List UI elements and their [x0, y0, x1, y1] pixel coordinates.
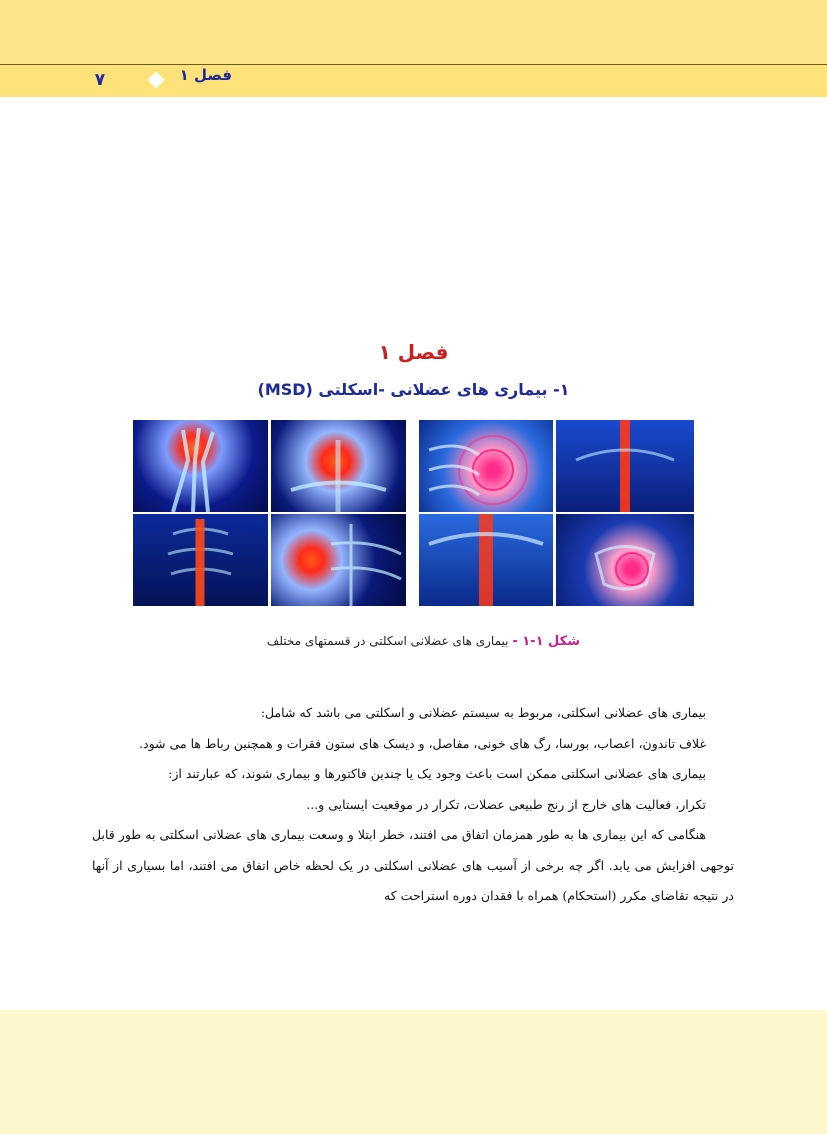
figure-panel-shoulder [271, 514, 406, 606]
section-title: ۱- بیماری های عضلانی -اسکلتی (MSD) [257, 380, 570, 399]
top-color-band [0, 0, 827, 64]
figure-panel-ribcage [419, 420, 553, 512]
bottom-color-band [0, 1010, 827, 1134]
figure-caption-label: شکل ۱-۱ - [512, 634, 580, 649]
paragraph-4: تکرار، فعالیت های خارج از رنج طبیعی عضلات، تکرار در موقعیت ایستایی و... [306, 796, 706, 812]
figure-caption-text: بیماری های عضلانی اسکلتی در قسمتهای مختلف [266, 634, 509, 648]
paragraph-2: غلاف تاندون، اعصاب، بورسا، رگ های خونی، مفاصل، و دیسک های ستون فقرات و همچنین رباط ها می شود. [139, 735, 706, 751]
figure-panel-hip [556, 514, 694, 606]
msd-figure [133, 420, 694, 606]
figure-panel-back [419, 514, 553, 606]
figure-panel-upper-back [556, 420, 694, 512]
figure-caption [200, 634, 580, 649]
figure-panel-spine [133, 514, 268, 606]
paragraph-5: هنگامی که این بیماری ها به طور همزمان اتفاق می افتند، خطر ابتلا و وسعت بیماری های عضلانی اسکلتی به طور قابل توجهی افزایش می یابد. اگر چه برخی از آسیب های عضلانی اسکلتی در یک لحظه خاص اتفاق می افتند، اما بسیاری از آنها در نتیجه تقاضای مکرر (استحکام) همراه با فقدان دوره استراحت که [92, 827, 734, 903]
figure-panel-wrist [133, 420, 268, 512]
paragraph-1: بیماری های عضلانی اسکلتی، مربوط به سیستم عضلانی و اسکلتی می باشد که شامل: [260, 705, 706, 720]
figure-panel-neck [271, 420, 406, 512]
running-header-chapter: فصل ۱ [179, 66, 232, 84]
running-header [0, 65, 827, 97]
body-text [92, 698, 734, 912]
page-number: ۷ [94, 70, 106, 90]
paragraph-3: بیماری های عضلانی اسکلتی ممکن است باعث وجود یک یا چندین فاکتورها و بیماری شوند، که عبارتند از: [168, 766, 706, 781]
chapter-title: فصل ۱ [378, 340, 449, 364]
